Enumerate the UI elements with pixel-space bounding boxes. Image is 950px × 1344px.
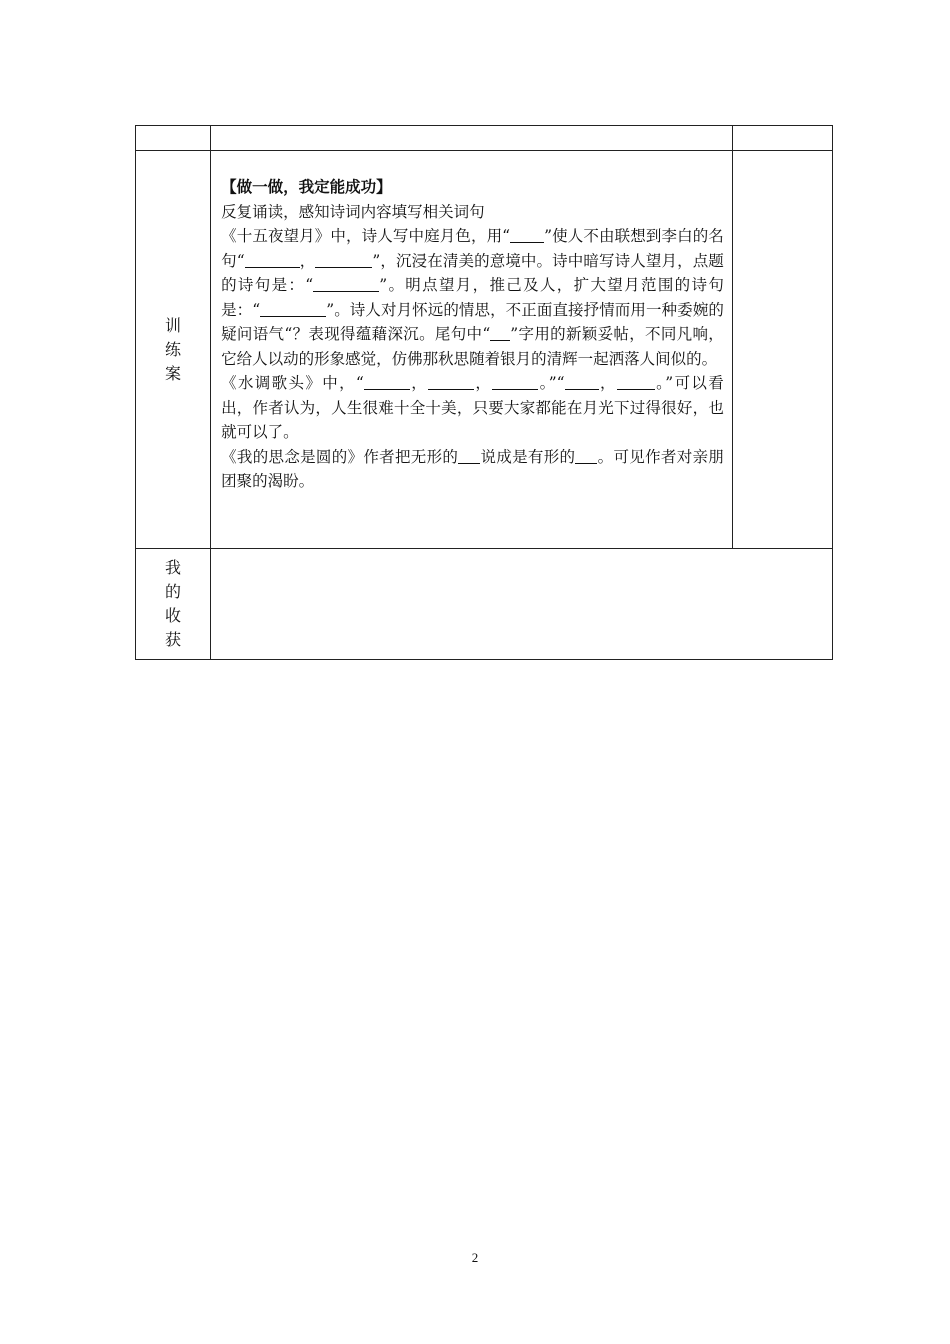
fill-blank[interactable] xyxy=(492,373,538,390)
fill-blank[interactable] xyxy=(315,251,372,268)
header-cell-3 xyxy=(732,126,832,151)
training-heading: 【做一做，我定能成功】 xyxy=(221,177,392,196)
gain-label-char: 我 xyxy=(165,558,182,577)
fill-blank[interactable] xyxy=(313,275,379,292)
gain-label-char: 的 xyxy=(165,582,182,601)
fill-blank[interactable] xyxy=(575,447,597,464)
fill-blank[interactable] xyxy=(458,447,480,464)
fill-blank[interactable] xyxy=(364,373,410,390)
fill-blank[interactable] xyxy=(565,373,599,390)
fill-blank[interactable] xyxy=(245,251,300,268)
training-content xyxy=(211,151,733,549)
gain-label-char: 获 xyxy=(165,630,182,649)
training-notes-cell xyxy=(732,151,832,549)
fill-blank[interactable] xyxy=(617,373,655,390)
training-row xyxy=(136,151,833,549)
page-number: 2 xyxy=(471,1250,479,1265)
fill-blank[interactable] xyxy=(510,226,544,243)
worksheet-table xyxy=(135,125,833,660)
fill-blank[interactable] xyxy=(428,373,474,390)
gain-row xyxy=(136,549,833,660)
header-cell-2 xyxy=(211,126,733,151)
training-label xyxy=(136,151,211,549)
gain-content[interactable] xyxy=(211,549,833,660)
training-label-char: 案 xyxy=(165,363,182,383)
question-shiwuye: 《十五夜望月》中，诗人写中庭月色，用“ ”使人不由联想到李白的名句“ ， ”，沉浸在清美的意境中。诗中暗写诗人望月，点题的诗句是：“ ”。明点望月，推己及人，扩大望月范围的诗句是：“ ”。诗人对月怀远的情思，不正面直接抒情而用一种委婉的疑问语气“？表现得蕴藉深沉。尾句中“ ”字用的新颖妥帖，不同凡响，它给人以动的形象感觉，仿佛那秋思随着银月的清辉一起洒落人间似的。 xyxy=(221,227,724,368)
gain-label xyxy=(136,549,211,660)
fill-blank[interactable] xyxy=(260,300,326,317)
training-instruction: 反复诵读，感知诗词内容填写相关词句 xyxy=(221,202,485,221)
header-cell-1 xyxy=(136,126,211,151)
training-label-char: 训 xyxy=(165,315,182,335)
header-row xyxy=(136,126,833,151)
question-shuidiaogetou: 《水调歌头》中，“ ， ， 。”“ ， 。”可以看出，作者认为，人生很难十全十美，只要大家都能在月光下过得很好，也就可以了。 xyxy=(221,374,724,441)
gain-label-char: 收 xyxy=(165,606,182,625)
fill-blank[interactable] xyxy=(490,324,510,341)
question-sinian: 《我的思念是圆的》作者把无形的 说成是有形的 。可见作者对亲朋团聚的渴盼。 xyxy=(221,447,724,490)
training-label-char: 练 xyxy=(165,339,182,359)
